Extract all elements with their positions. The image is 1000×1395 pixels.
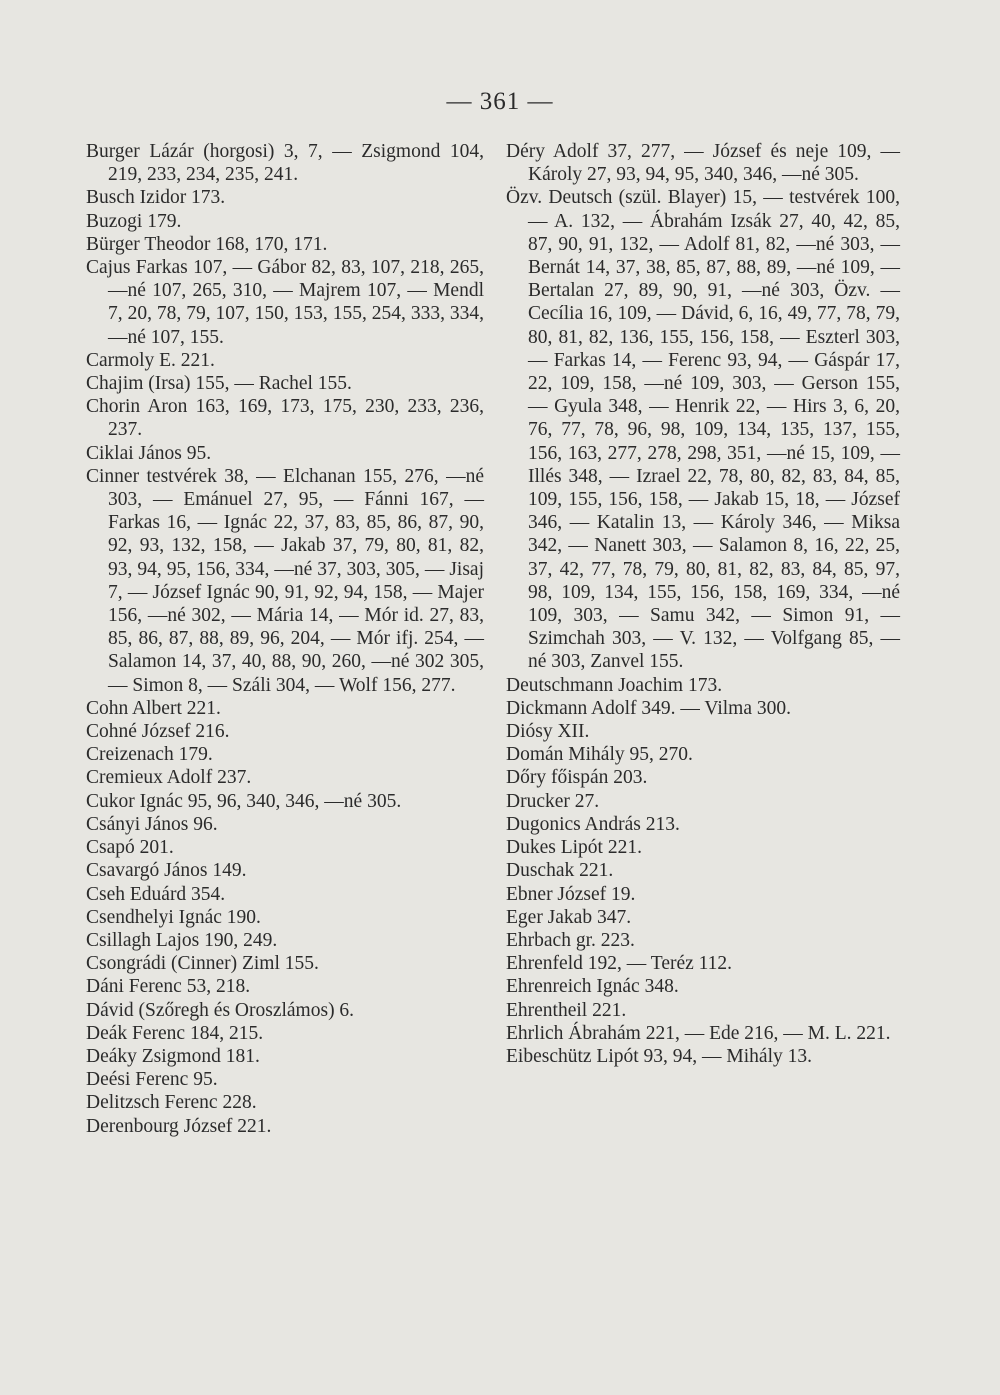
- index-entry: Cinner testvérek 38, — Elchanan 155, 276, —né 303, — Emánuel 27, 95, — Fánni 167, — Farkas 16, — Ignác 22, 37, 83, 85, 86, 87, 90, 92, 93, 132, 158, — Jakab 37, 79, 80, 81, 82, 93, 94, 95, 156, 334, —né 37, 303, 305, — Jisaj 7, — József Ignác 90, 91, 92, 94, 158, — Majer 156, —né 302, — Mária 14, — Mór id. 27, 83, 85, 86, 87, 88, 89, 96, 204, — Mór ifj. 254, — Salamon 14, 37, 40, 88, 90, 260, —né 302 305, — Simon 8, — Száli 304, — Wolf 156, 277.: [86, 465, 484, 696]
- index-entry: Cohn Albert 221.: [86, 697, 221, 719]
- index-entry: Ehrenfeld 192, — Teréz 112.: [506, 953, 733, 975]
- index-entry: Creizenach 179.: [86, 744, 213, 766]
- index-entry: Cohné József 216.: [86, 721, 230, 743]
- index-entry: Cremieux Adolf 237.: [86, 767, 252, 789]
- index-entry: Deák Ferenc 184, 215.: [86, 1022, 264, 1044]
- index-entry: Csendhelyi Ignác 190.: [86, 906, 261, 928]
- page-number: — 361 —: [446, 88, 554, 115]
- index-entry: Diósy XII.: [506, 721, 590, 743]
- index-entry: Dáni Ferenc 53, 218.: [86, 976, 251, 998]
- index-entry: Deési Ferenc 95.: [86, 1069, 218, 1091]
- index-entry: Delitzsch Ferenc 228.: [86, 1092, 257, 1114]
- index-entry: Eibeschütz Lipót 93, 94, — Mihály 13.: [506, 1045, 813, 1067]
- index-entry: Cukor Ignác 95, 96, 340, 346, —né 305.: [86, 790, 402, 812]
- index-column-left: [86, 140, 484, 1138]
- index-entry: Bürger Theodor 168, 170, 171.: [86, 233, 328, 255]
- index-entry: Deutschmann Joachim 173.: [506, 674, 723, 696]
- index-entry: Csányi János 96.: [86, 813, 218, 835]
- index-entry: Ehrentheil 221.: [506, 999, 627, 1021]
- index-entry: Dugonics András 213.: [506, 813, 680, 835]
- index-entry: Csillagh Lajos 190, 249.: [86, 929, 278, 951]
- index-entry: Ebner József 19.: [506, 883, 636, 905]
- index-entry: Domán Mihály 95, 270.: [506, 744, 693, 766]
- index-entry: Duschak 221.: [506, 860, 614, 882]
- index-entry: Drucker 27.: [506, 790, 600, 812]
- index-entry: Cseh Eduárd 354.: [86, 883, 226, 905]
- index-entry: Deáky Zsigmond 181.: [86, 1045, 260, 1067]
- index-entry: Chajim (Irsa) 155, — Rachel 155.: [86, 373, 352, 395]
- index-entry: Dávid (Szőregh és Oroszlámos) 6.: [86, 999, 355, 1021]
- index-entry: Cajus Farkas 107, — Gábor 82, 83, 107, 218, 265, —né 107, 265, 310, — Majrem 107, — Mendl 7, 20, 78, 79, 107, 150, 153, 155, 254, 333, 334, —né 107, 155.: [86, 257, 484, 348]
- index-entry: Eger Jakab 347.: [506, 906, 632, 928]
- index-entry: Dőry főispán 203.: [506, 767, 648, 789]
- index-entry: Csapó 201.: [86, 837, 174, 859]
- index-entry: Dukes Lipót 221.: [506, 837, 642, 859]
- index-entry: Özv. Deutsch (szül. Blayer) 15, — testvérek 100, — A. 132, — Ábrahám Izsák 27, 40, 42, 85, 87, 90, 91, 132, — Adolf 81, 82, —né 303, — Bernát 14, 37, 38, 85, 87, 88, 89, —né 109, — Bertalan 27, 89, 90, 91, —né 303, Özv. — Cecília 16, 109, — Dávid, 6, 16, 49, 77, 78, 79, 80, 81, 82, 136, 155, 156, 158, — Eszterl 303, — Farkas 14, — Ferenc 93, 94, — Gáspár 17, 22, 109, 158, —né 109, 303, — Gerson 155, — Gyula 348, — Henrik 22, — Hirs 3, 6, 20, 76, 77, 78, 96, 98, 109, 134, 135, 137, 155, 156, 163, 277, 278, 298, 351, —né 15, 109, — Illés 348, — Izrael 22, 78, 80, 82, 83, 84, 85, 109, 155, 156, 158, — Jakab 15, 18, — József 346, — Katalin 13, — Károly 346, — Miksa 342, — Nanett 303, — Salamon 8, 16, 22, 25, 37, 42, 77, 78, 79, 80, 81, 82, 83, 84, 85, 97, 98, 109, 134, 155, 156, 158, 169, 334, —né 109, 303, — Samu 342, — Simon 91, — Szimchah 303, — V. 132, — Volfgang 85, —né 303, Zanvel 155.: [506, 187, 900, 673]
- index-entry: Burger Lázár (horgosi) 3, 7, — Zsigmond 104, 219, 233, 234, 235, 241.: [86, 141, 484, 186]
- index-entry: Ciklai János 95.: [86, 442, 212, 464]
- index-entry: Chorin Aron 163, 169, 173, 175, 230, 233, 236, 237.: [86, 396, 484, 441]
- index-entry: Ehrlich Ábrahám 221, — Ede 216, — M. L. 221.: [506, 1022, 891, 1044]
- index-entry: Déry Adolf 37, 277, — József és neje 109, — Károly 27, 93, 94, 95, 340, 346, —né 305.: [506, 141, 900, 186]
- index-entry: Csavargó János 149.: [86, 860, 247, 882]
- index-column-right: [506, 140, 900, 1068]
- index-entry: Buzogi 179.: [86, 210, 182, 232]
- index-entry: Ehrenreich Ignác 348.: [506, 976, 679, 998]
- index-entry: Csongrádi (Cinner) Ziml 155.: [86, 953, 319, 975]
- index-entry: Carmoly E. 221.: [86, 349, 215, 371]
- index-entry: Derenbourg József 221.: [86, 1115, 272, 1137]
- index-entry: Ehrbach gr. 223.: [506, 929, 635, 951]
- index-entry: Busch Izidor 173.: [86, 187, 226, 209]
- index-entry: Dickmann Adolf 349. — Vilma 300.: [506, 697, 791, 719]
